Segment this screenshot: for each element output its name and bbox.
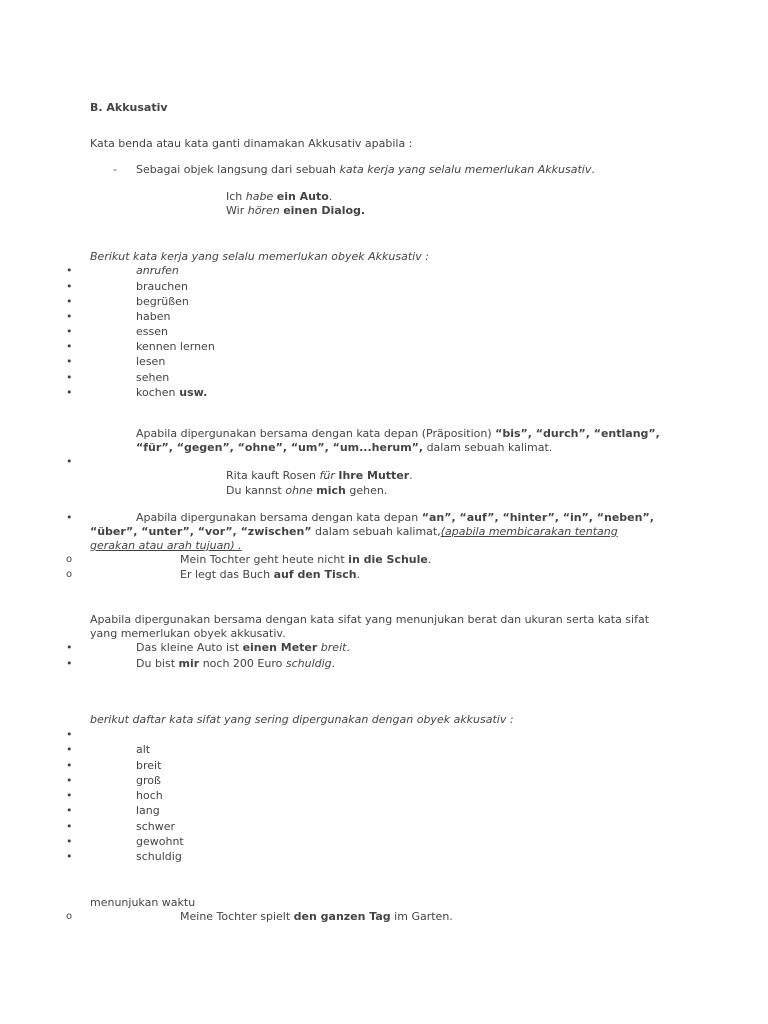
bullet-marker: • <box>66 759 73 772</box>
list-item: schwer <box>136 820 176 833</box>
list-item: sehen <box>136 371 170 384</box>
bullet-marker: • <box>66 371 73 384</box>
bullet-marker: • <box>66 804 73 817</box>
bullet-marker: • <box>66 820 73 833</box>
dash-marker: - <box>113 163 117 176</box>
bullet-marker: • <box>66 295 73 308</box>
list-item: gewohnt <box>136 835 184 848</box>
bullet-marker: • <box>66 835 73 848</box>
bullet-marker: • <box>66 310 73 323</box>
bullet-marker: • <box>66 455 73 468</box>
list-item: lesen <box>136 355 166 368</box>
example-sentence: Das kleine Auto ist einen Meter breit. <box>136 641 350 654</box>
circle-marker: o <box>66 554 73 565</box>
example-sentence: Ich habe ein Auto. <box>226 190 333 203</box>
circle-marker: o <box>66 569 73 580</box>
bullet-marker: • <box>66 355 73 368</box>
bullet-marker: • <box>66 850 73 863</box>
example-sentence: Meine Tochter spielt den ganzen Tag im Garten. <box>180 910 453 923</box>
preposition-text: Apabila dipergunakan bersama dengan kata depan “an”, “auf”, “hinter”, “in”, “neben”, <box>136 511 654 524</box>
list-item: kochen usw. <box>136 386 208 399</box>
bullet-marker: • <box>66 743 73 756</box>
bullet-marker: • <box>66 511 73 524</box>
bullet-marker: • <box>66 280 73 293</box>
list-item: essen <box>136 325 168 338</box>
list-item: haben <box>136 310 171 323</box>
adjectives-heading: berikut daftar kata sifat yang sering dipergunakan dengan obyek akkusativ : <box>90 713 514 726</box>
list-item: groß <box>136 774 161 787</box>
bullet-marker: • <box>66 657 73 670</box>
section-title: B. Akkusativ <box>90 101 168 114</box>
bullet-marker: • <box>66 325 73 338</box>
preposition-text: “über”, “unter”, “vor”, “zwischen” dalam sebuah kalimat,(apabila membicarakan tentang <box>90 525 618 538</box>
bullet-marker: • <box>66 728 73 741</box>
list-item: begrüßen <box>136 295 189 308</box>
intro-text: Kata benda atau kata ganti dinamakan Akkusativ apabila : <box>90 137 413 150</box>
bullet-marker: • <box>66 641 73 654</box>
list-item: kennen lernen <box>136 340 215 353</box>
example-sentence: Mein Tochter geht heute nicht in die Schule. <box>180 553 432 566</box>
example-sentence: Wir hören einen Dialog. <box>226 204 366 217</box>
time-heading: menunjukan waktu <box>90 896 196 909</box>
preposition-text: Apabila dipergunakan bersama dengan kata depan (Präposition) “bis”, “durch”, “entlang”, <box>136 427 660 440</box>
dash-item-text: Sebagai objek langsung dari sebuah kata kerja yang selalu memerlukan Akkusativ. <box>136 163 595 176</box>
preposition-text: “für”, “gegen”, “ohne”, “um”, “um...herum”, dalam sebuah kalimat. <box>136 441 553 454</box>
preposition-note: gerakan atau arah tujuan) . <box>90 539 242 552</box>
bullet-marker: • <box>66 386 73 399</box>
adjective-text: Apabila dipergunakan bersama dengan kata sifat yang menunjukan berat dan ukuran serta kata sifat <box>90 613 650 626</box>
verbs-heading: Berikut kata kerja yang selalu memerlukan obyek Akkusativ : <box>90 250 429 263</box>
circle-marker: o <box>66 911 73 922</box>
list-item: anrufen <box>136 264 179 277</box>
example-sentence: Du kannst ohne mich gehen. <box>226 484 388 497</box>
list-item: brauchen <box>136 280 188 293</box>
list-item: alt <box>136 743 151 756</box>
example-sentence: Rita kauft Rosen für Ihre Mutter. <box>226 469 413 482</box>
bullet-marker: • <box>66 264 73 277</box>
list-item: hoch <box>136 789 163 802</box>
bullet-marker: • <box>66 789 73 802</box>
example-sentence: Du bist mir noch 200 Euro schuldig. <box>136 657 336 670</box>
example-sentence: Er legt das Buch auf den Tisch. <box>180 568 361 581</box>
list-item: breit <box>136 759 162 772</box>
list-item: schuldig <box>136 850 182 863</box>
bullet-marker: • <box>66 340 73 353</box>
bullet-marker: • <box>66 774 73 787</box>
list-item: lang <box>136 804 160 817</box>
adjective-text: yang memerlukan obyek akkusativ. <box>90 627 286 640</box>
